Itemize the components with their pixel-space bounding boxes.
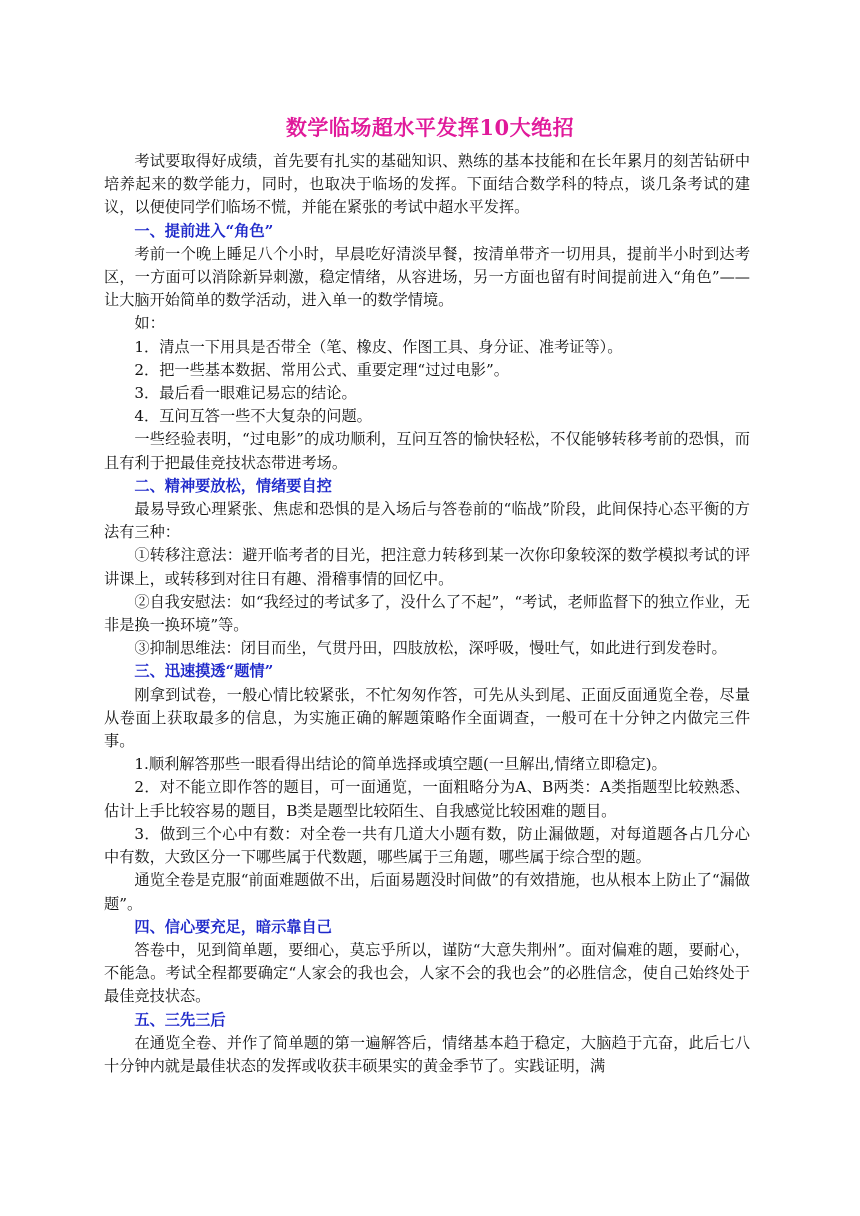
- paragraph: 考试要取得好成绩，首先要有扎实的基础知识、熟练的基本技能和在长年累月的刻苦钻研中培养起来的数学能力，同时，也取决于临场的发挥。下面结合数学科的特点，谈几条考试的建议，以便使同学们临场不慌，并能在紧张的考试中超水平发挥。: [104, 152, 750, 217]
- document-title: 数学临场超水平发挥10大绝招: [285, 115, 575, 140]
- paragraph: 3．最后看一眼难记易忘的结论。: [134, 384, 357, 403]
- paragraph: ②自我安慰法：如“我经过的考试多了，没什么了不起”，“考试，老师监督下的独立作业，无非是换一换环境”等。: [104, 592, 750, 635]
- paragraph: 在通览全卷、并作了简单题的第一遍解答后，情绪基本趋于稳定，大脑趋于亢奋，此后七八十分钟内就是最佳状态的发挥或收获丰硕果实的黄金季节了。实践证明，满: [104, 1033, 750, 1075]
- document-body: [104, 150, 750, 1078]
- paragraph: 通览全卷是克服“前面难题做不出，后面易题没时间做”的有效措施，也从根本上防止了“漏做题”。: [104, 871, 750, 913]
- paragraph: 2．把一些基本数据、常用公式、重要定理“过过电影”。: [134, 360, 509, 379]
- paragraph: 1.顺利解答那些一眼看得出结论的简单选择或填空题(一旦解出,情绪立即稳定)。: [134, 755, 667, 774]
- section-heading: 五、三先三后: [134, 1010, 226, 1029]
- section-heading: 四、信心要充足，暗示靠自己: [134, 917, 332, 936]
- paragraph: 4．互问互答一些不大复杂的问题。: [134, 407, 372, 426]
- paragraph: 考前一个晚上睡足八个小时，早晨吃好清淡早餐，按清单带齐一切用具，提前半小时到达考区，一方面可以消除新异刺激，稳定情绪，从容进场，另一方面也留有时间提前进入“角色”——让大脑开始简单的数学活动，进入单一的数学情境。: [104, 244, 750, 310]
- paragraph: ①转移注意法：避开临考者的目光，把注意力转移到某一次你印象较深的数学模拟考试的评讲课上，或转移到对往日有趣、滑稽事情的回忆中。: [104, 546, 750, 588]
- paragraph: 如：: [134, 314, 165, 333]
- section-heading: 三、迅速摸透“题情”: [134, 662, 274, 681]
- section-heading: 二、精神要放松，情绪要自控: [134, 476, 332, 495]
- paragraph: 3．做到三个心中有数：对全卷一共有几道大小题有数，防止漏做题，对每道题各占几分心中有数，大致区分一下哪些属于代数题，哪些属于三角题，哪些属于综合型的题。: [104, 824, 750, 867]
- paragraph: 最易导致心理紧张、焦虑和恐惧的是入场后与答卷前的“临战”阶段，此间保持心态平衡的方法有三种：: [104, 500, 750, 542]
- paragraph: 一些经验表明，“过电影”的成功顺利，互问互答的愉快轻松，不仅能够转移考前的恐惧，而且有利于把最佳竞技状态带进考场。: [104, 430, 750, 472]
- paragraph: 刚拿到试卷，一般心情比较紧张，不忙匆匆作答，可先从头到尾、正面反面通览全卷，尽量从卷面上获取最多的信息，为实施正确的解题策略作全面调查，一般可在十分钟之内做完三件事。: [104, 685, 750, 751]
- section-heading: 一、提前进入“角色”: [134, 221, 274, 240]
- paragraph: 答卷中，见到简单题，要细心，莫忘乎所以，谨防“大意失荆州”。面对偏难的题，要耐心，不能急。考试全程都要确定“人家会的我也会，人家不会的我也会”的必胜信念，使自己始终处于最佳竞技状态。: [104, 940, 750, 1006]
- paragraph: 2．对不能立即作答的题目，可一面通览，一面粗略分为A、B两类：A类指题型比较熟悉、估计上手比较容易的题目，B类是题型比较陌生、自我感觉比较困难的题目。: [104, 778, 750, 820]
- paragraph: 1．清点一下用具是否带全（笔、橡皮、作图工具、身分证、准考证等）。: [134, 337, 623, 356]
- paragraph: ③抑制思维法：闭目而坐，气贯丹田，四肢放松，深呼吸，慢吐气，如此进行到发卷时。: [134, 639, 727, 658]
